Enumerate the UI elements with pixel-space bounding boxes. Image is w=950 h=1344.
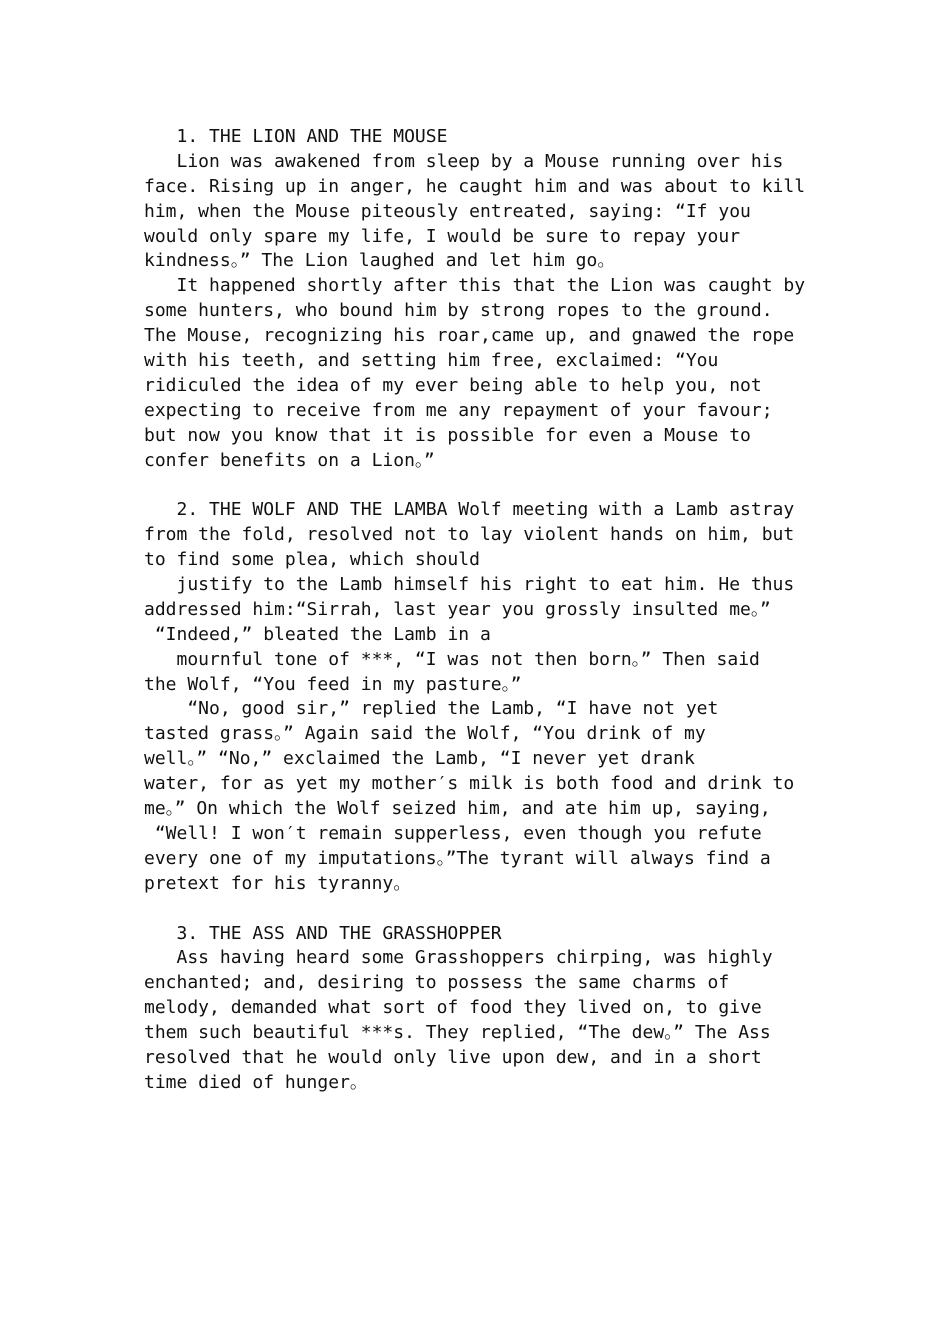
text-line: Lion was awakened from sleep by a Mouse running over his	[144, 150, 784, 172]
text-line: with his teeth, and setting him free, exclaimed: “You	[144, 350, 719, 372]
text-line: Ass having heard some Grasshoppers chirping, was highly	[144, 947, 773, 969]
text-line: confer benefits on a Lion。”	[144, 449, 435, 471]
text-line: to find some plea, which should	[144, 549, 480, 571]
text-line: “Well! I won′t remain supperless, even though you refute	[144, 822, 762, 844]
text-line: me。” On which the Wolf seized him, and ate him up, saying,	[144, 798, 771, 820]
text-line: pretext for his tyranny。	[144, 872, 412, 894]
text-line: “Indeed,” bleated the Lamb in a	[144, 623, 491, 645]
text-line: mournful tone of ***, “I was not then born。” Then said	[144, 648, 760, 670]
text-line: 1. THE LION AND THE MOUSE	[144, 126, 448, 147]
text-line: 3. THE ASS AND THE GRASSHOPPER	[144, 922, 502, 944]
text-line: resolved that he would only live upon dew, and in a short	[144, 1046, 762, 1068]
text-line: “No, good sir,” replied the Lamb, “I have not yet	[144, 698, 719, 720]
text-line: The Mouse, recognizing his roar,came up, and gnawed the rope	[144, 325, 795, 347]
text-line: face. Rising up in anger, he caught him and was about to kill	[144, 175, 806, 197]
text-line: well。” “No,” exclaimed the Lamb, “I never yet drank	[144, 748, 695, 770]
document-body	[144, 125, 814, 1096]
text-line: from the fold, resolved not to lay violent hands on him, but	[144, 524, 795, 546]
text-line: time died of hunger。	[144, 1071, 368, 1093]
text-line: some hunters, who bound him by strong ropes to the ground.	[144, 300, 773, 322]
text-line: ridiculed the idea of my ever being able to help you, not	[144, 374, 762, 396]
text-line: water, for as yet my mother′s milk is both food and drink to	[144, 773, 795, 795]
text-line: him, when the Mouse piteously entreated, saying: “If you	[144, 200, 751, 222]
text-line: kindness。” The Lion laughed and let him go。	[144, 250, 616, 272]
text-line: them such beautiful ***s. They replied, “The dew。” The Ass	[144, 1022, 771, 1044]
text-line: but now you know that it is possible for even a Mouse to	[144, 424, 751, 446]
text-line: every one of my imputations。”The tyrant will always find a	[144, 847, 771, 869]
text-line: melody, demanded what sort of food they lived on, to give	[144, 997, 762, 1019]
text-line: would only spare my life, I would be sure to repay your	[144, 225, 741, 247]
text-line: It happened shortly after this that the Lion was caught by	[144, 275, 806, 297]
text-line: addressed him:“Sirrah, last year you grossly insulted me。”	[144, 598, 771, 620]
text-line: 2. THE WOLF AND THE LAMBA Wolf meeting with a Lamb astray	[144, 499, 795, 521]
text-line: the Wolf, “You feed in my pasture。”	[144, 673, 522, 695]
blank-line	[144, 473, 814, 498]
text-line: justify to the Lamb himself his right to eat him. He thus	[144, 574, 795, 596]
text-line: enchanted; and, desiring to possess the same charms of	[144, 972, 730, 994]
blank-line	[144, 897, 814, 922]
text-line: expecting to receive from me any repayment of your favour;	[144, 399, 773, 421]
text-line: tasted grass。” Again said the Wolf, “You drink of my	[144, 723, 706, 745]
